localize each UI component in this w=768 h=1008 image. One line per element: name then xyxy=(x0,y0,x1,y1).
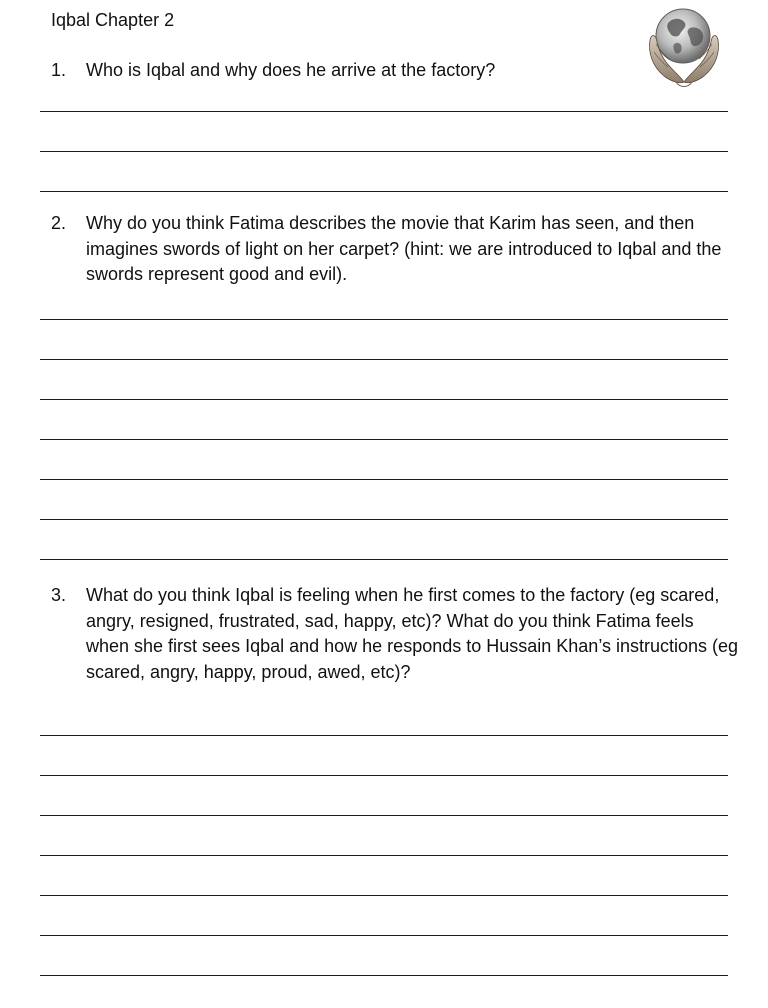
question-2 xyxy=(51,211,741,288)
answer-line[interactable] xyxy=(40,359,728,360)
answer-line[interactable] xyxy=(40,111,728,112)
question-3 xyxy=(51,583,741,685)
answer-line[interactable] xyxy=(40,519,728,520)
question-number: 2. xyxy=(51,213,67,233)
question-text: Why do you think Fatima describes the movie that Karim has seen, and then imagines swords of light on her carpet? (hint: we are introduced to Iqbal and the swords represent good and evil). xyxy=(86,213,722,284)
answer-line[interactable] xyxy=(40,479,728,480)
answer-line[interactable] xyxy=(40,895,728,896)
answer-line[interactable] xyxy=(40,935,728,936)
answer-line[interactable] xyxy=(40,559,728,560)
question-text: What do you think Iqbal is feeling when he first comes to the factory (eg scared, angry, resigned, frustrated, sad, happy, etc)? What do you think Fatima feels when she first sees Iqbal and how he responds to Hussain Khan’s instructions (eg scared, angry, happy, proud, awed, etc)? xyxy=(86,585,739,682)
answer-line[interactable] xyxy=(40,735,728,736)
answer-line[interactable] xyxy=(40,151,728,152)
question-number: 1. xyxy=(51,60,67,80)
question-text: Who is Iqbal and why does he arrive at the factory? xyxy=(86,60,496,80)
worksheet-title: Iqbal Chapter 2 xyxy=(51,10,175,30)
answer-line[interactable] xyxy=(40,775,728,776)
answer-line[interactable] xyxy=(40,439,728,440)
question-1 xyxy=(51,58,741,84)
answer-line[interactable] xyxy=(40,975,728,976)
answer-line[interactable] xyxy=(40,815,728,816)
answer-line[interactable] xyxy=(40,191,728,192)
answer-line[interactable] xyxy=(40,319,728,320)
answer-line[interactable] xyxy=(40,855,728,856)
question-number: 3. xyxy=(51,585,67,605)
answer-line[interactable] xyxy=(40,399,728,400)
